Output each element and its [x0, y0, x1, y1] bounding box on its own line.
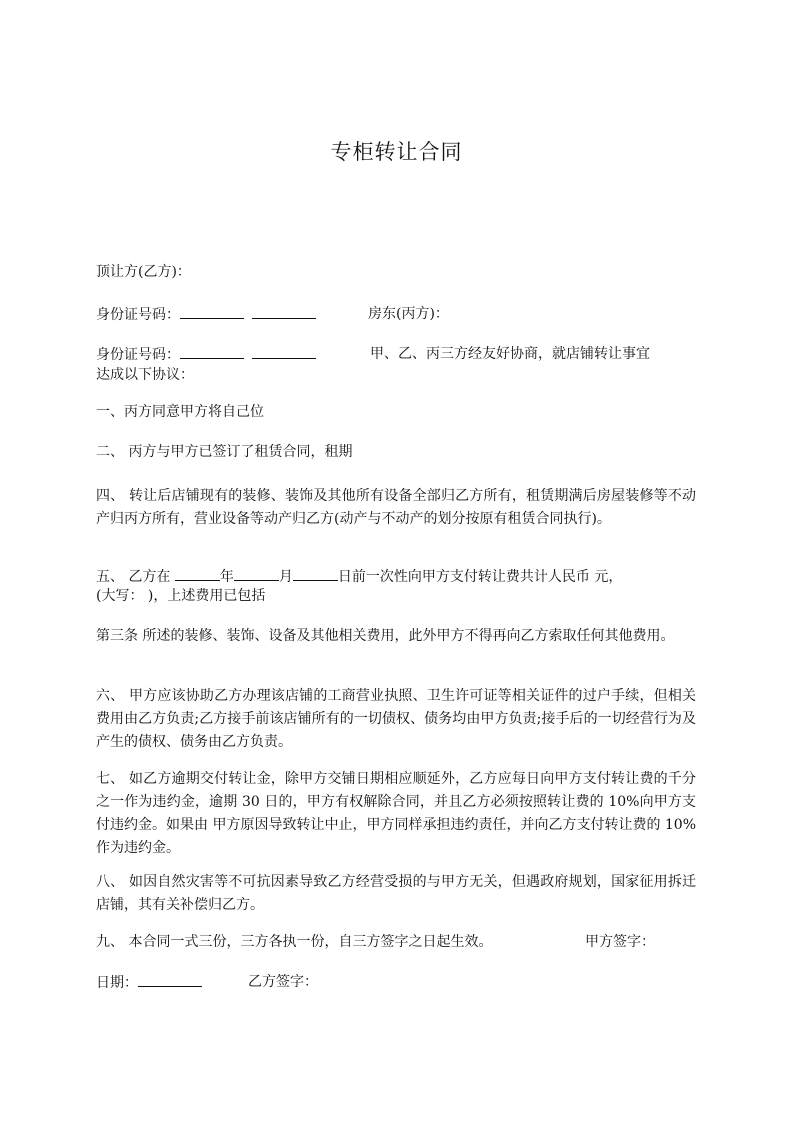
year-blank: [175, 565, 220, 581]
id-number-blank: [252, 303, 316, 319]
intro-text-continued: 达成以下协议：: [96, 367, 194, 383]
date-blank: [138, 971, 202, 987]
id-number-label: 身份证号码：: [96, 347, 180, 363]
clause-9: 九、 本合同一式三份，三方各执一份，自三方签字之日起生效。: [96, 934, 493, 950]
month-blank: [234, 565, 279, 581]
party-b-signature-label: 乙方签字：: [248, 974, 318, 990]
clause-6: 六、 甲方应该协助乙方办理该店铺的工商营业执照、卫生许可证等相关证件的过户手续，但相关费用由乙方负责;乙方接手前该店铺所有的一切债权、债务均由甲方负责;接手后的一切经营行为及产生的债权、债务由乙方负责。: [96, 688, 696, 750]
document-title: 专柜转让合同: [330, 140, 463, 164]
date-line: [96, 971, 202, 995]
clause-5-continued: (大写： )，上述费用已包括: [96, 588, 266, 604]
id-number-blank: [180, 303, 244, 319]
clause-7: 七、 如乙方逾期交付转让金，除甲方交铺日期相应顺延外，乙方应每日向甲方支付转让费的千分之一作为违约金，逾期 30 日的，甲方有权解除合同，并且乙方必须按照转让费的 10%向甲方支付违约金。如果由 甲方原因导致转让中止，甲方同样承担违约责任，并向乙方支付转让费的 10%作为违约金。: [96, 771, 697, 856]
day-blank: [293, 565, 338, 581]
id-number-line-1: [96, 303, 316, 327]
clause-5-text: 日前一次性向甲方支付转让费共计人民币 元，: [337, 569, 623, 585]
intro-text: 甲、乙、丙三方经友好协商，就店铺转让事宜: [370, 346, 650, 362]
month-label: 月: [278, 569, 293, 585]
id-number-label: 身份证号码：: [96, 307, 180, 323]
clause-5-text: 五、 乙方在: [96, 569, 171, 585]
landlord-label: 房东(丙方)：: [368, 306, 449, 322]
clause-2: 二、 丙方与甲方已签订了租赁合同，租期: [96, 444, 353, 460]
clause-1: 一、丙方同意甲方将自己位: [96, 404, 264, 420]
id-number-blank: [252, 343, 316, 359]
id-number-blank: [180, 343, 244, 359]
transferee-label: 顶让方(乙方)：: [96, 264, 191, 280]
clause-3-reference: 第三条 所述的装修、装饰、设备及其他相关费用，此外甲方不得再向乙方索取任何其他费用。: [96, 628, 675, 644]
clause-8: 八、 如因自然灾害等不可抗因素导致乙方经营受损的与甲方无关，但遇政府规划，国家征用拆迁店铺，其有关补偿归乙方。: [96, 874, 696, 913]
party-a-signature-label: 甲方签字：: [585, 934, 655, 950]
clause-4: 四、 转让后店铺现有的装修、装饰及其他所有设备全部归乙方所有，租赁期满后房屋装修等不动产归丙方所有，营业设备等动产归乙方(动产与不动产的划分按原有租赁合同执行)。: [96, 488, 696, 527]
year-label: 年: [219, 569, 234, 585]
date-label: 日期：: [96, 975, 138, 991]
